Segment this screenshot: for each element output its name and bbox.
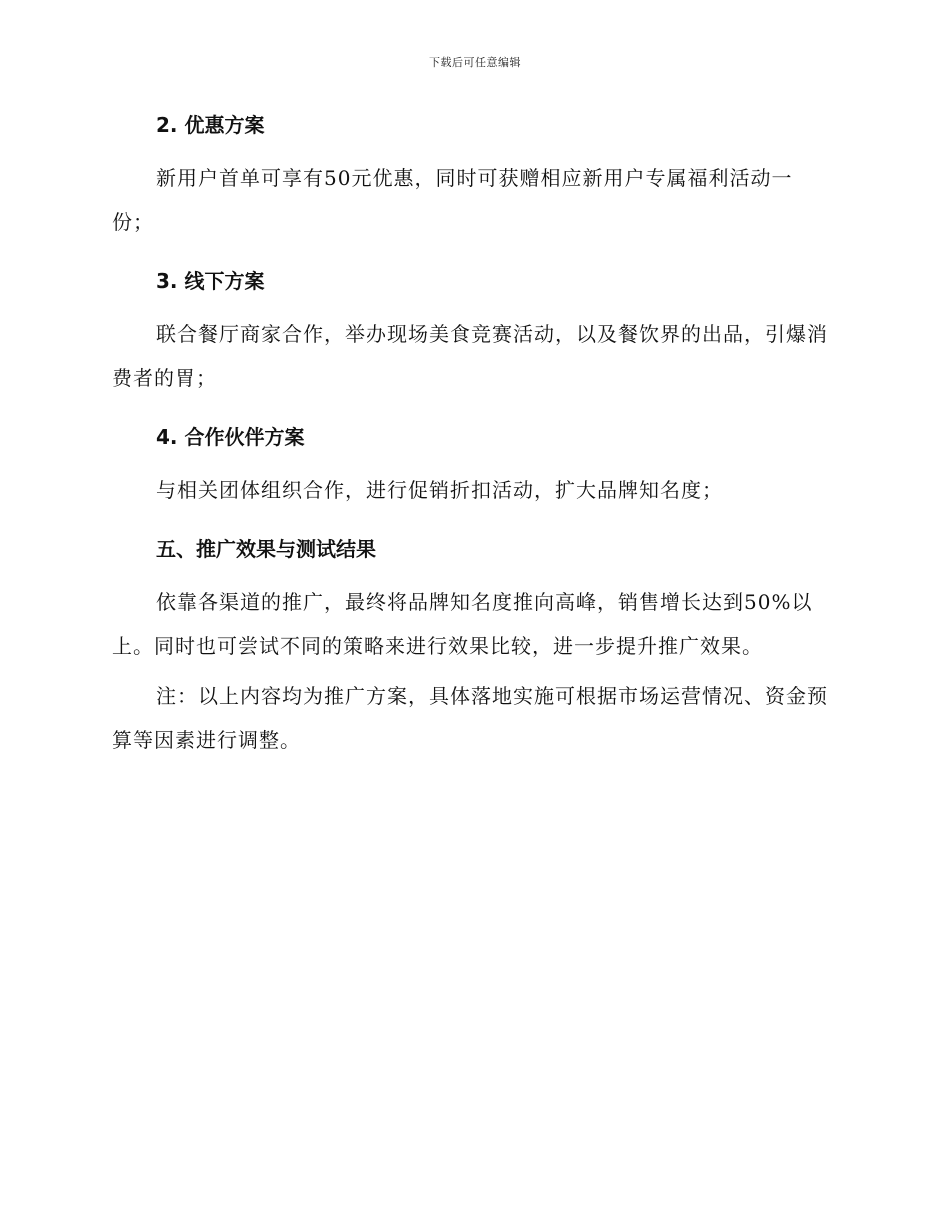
section-paragraph-results: 依靠各渠道的推广，最终将品牌知名度推向高峰，销售增长达到50%以上。同时也可尝试不同的策略来进行效果比较，进一步提升推广效果。 xyxy=(112,590,813,658)
section-heading-results: 五、推广效果与测试结果 xyxy=(156,537,376,561)
section-paragraph-partners: 与相关团体组织合作，进行促销折扣活动，扩大品牌知名度； xyxy=(156,478,723,502)
section-paragraph-discount: 新用户首单可享有50元优惠，同时可获赠相应新用户专属福利活动一份； xyxy=(112,166,793,234)
document-body xyxy=(112,110,832,762)
section-heading-partners: 4. 合作伙伴方案 xyxy=(156,425,305,449)
section-heading-discount: 2. 优惠方案 xyxy=(156,113,265,137)
page-header: 下载后可任意编辑 xyxy=(429,56,521,69)
section-paragraph-offline: 联合餐厅商家合作，举办现场美食竞赛活动，以及餐饮界的出品，引爆消费者的胃； xyxy=(112,322,828,390)
note-paragraph: 注：以上内容均为推广方案，具体落地实施可根据市场运营情况、资金预算等因素进行调整。 xyxy=(112,684,828,752)
section-heading-offline: 3. 线下方案 xyxy=(156,269,265,293)
